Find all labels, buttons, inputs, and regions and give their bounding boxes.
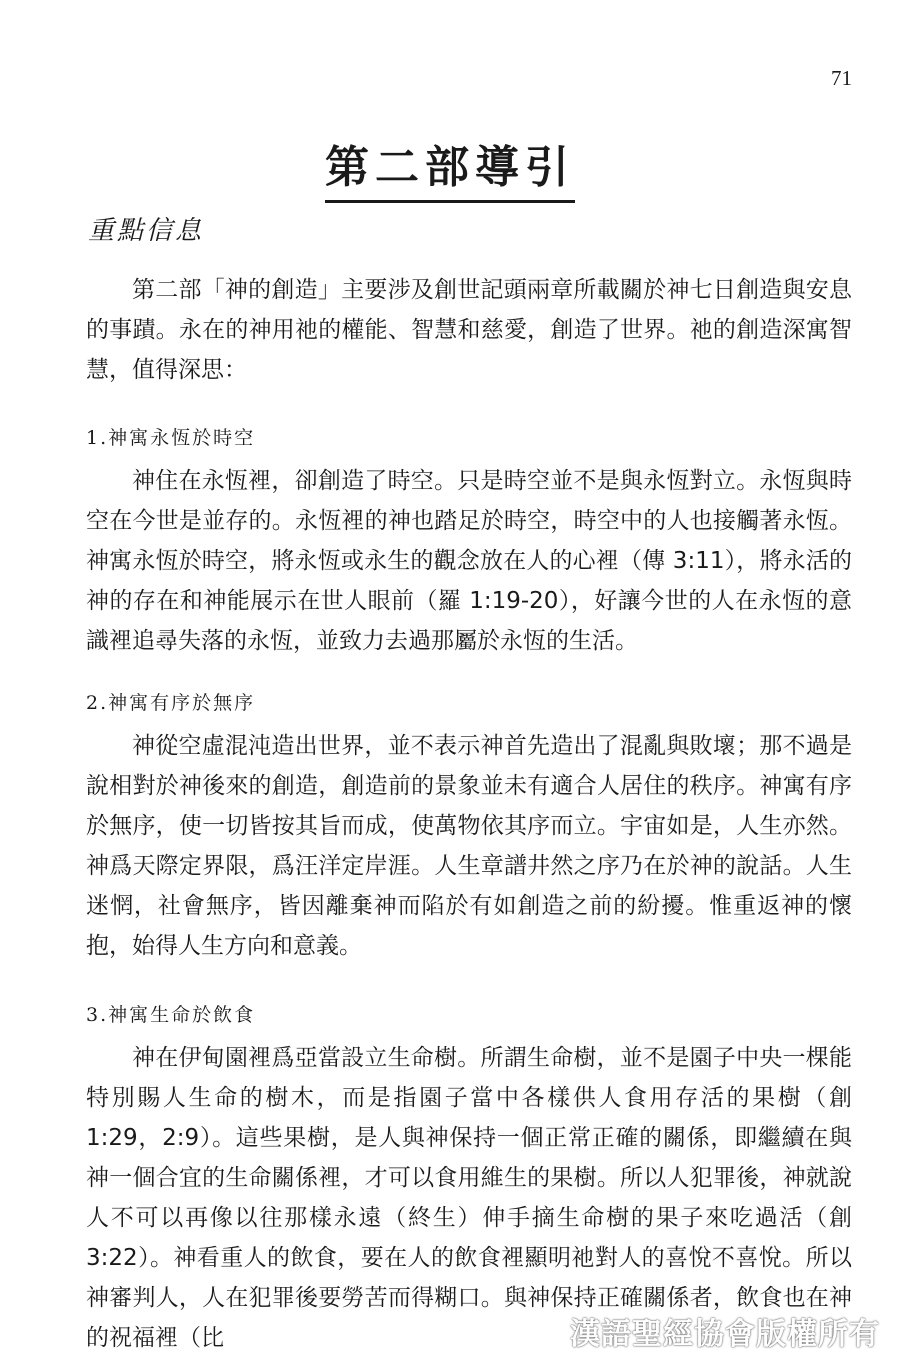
section-heading: 重點信息 (88, 216, 205, 246)
point-section-1 (86, 425, 852, 661)
copyright-watermark: 漢語聖經協會版權所有 (570, 1317, 880, 1352)
point-body: 神在伊甸園裡爲亞當設立生命樹。所謂生命樹，並不是園子中央一棵能特別賜人生命的樹木，而是指園子當中各樣供人食用存活的果樹（創 1:29，2:9）。這些果樹，是人與神保持一個正常正確的關係，即繼續在與神一個合宜的生命關係裡，才可以食用維生的果樹。所以人犯罪後，神就說人不可以再像以往那樣永遠（終生）伸手摘生命樹的果子來吃過活（創 3:22）。神看重人的飲食，要在人的飲食裡顯明祂對人的喜悅不喜悅。所以神審判人，人在犯罪後要勞苦而得糊口。與神保持正確關係者，飲食也在神的祝福裡（比 (86, 1045, 852, 1351)
point-section-2 (86, 690, 852, 966)
point-heading: 3.神寓生命於飲食 (86, 1004, 256, 1026)
point-section-3 (86, 1002, 852, 1358)
point-body: 神住在永恆裡，卻創造了時空。只是時空並不是與永恆對立。永恆與時空在今世是並存的。永恆裡的神也踏足於時空，時空中的人也接觸著永恆。神寓永恆於時空，將永恆或永生的觀念放在人的心裡（傳 3:11），將永活的神的存在和神能展示在世人眼前（羅 1:19-20），好讓今世的人在永恆的意識裡追尋失落的永恆，並致力去過那屬於永恆的生活。 (86, 468, 852, 654)
point-heading: 1.神寓永恆於時空 (86, 427, 256, 449)
intro-paragraph: 第二部「神的創造」主要涉及創世記頭兩章所載關於神七日創造與安息的事蹟。永在的神用祂的權能、智慧和慈愛，創造了世界。祂的創造深寓智慧，值得深思： (86, 277, 852, 383)
point-body: 神從空虛混沌造出世界，並不表示神首先造出了混亂與敗壞；那不過是說相對於神後來的創造，創造前的景象並未有適合人居住的秩序。神寓有序於無序，使一切皆按其旨而成，使萬物依其序而立。宇宙如是，人生亦然。神爲天際定界限，爲汪洋定岸涯。人生章譜井然之序乃在於神的說話。人生迷惘，社會無序，皆因離棄神而陷於有如創造之前的紛擾。惟重返神的懷抱，始得人生方向和意義。 (86, 733, 852, 959)
part-title-text: 第二部導引 (325, 140, 575, 203)
point-heading: 2.神寓有序於無序 (86, 692, 256, 714)
page-number: 71 (831, 66, 852, 90)
part-title (0, 140, 900, 203)
